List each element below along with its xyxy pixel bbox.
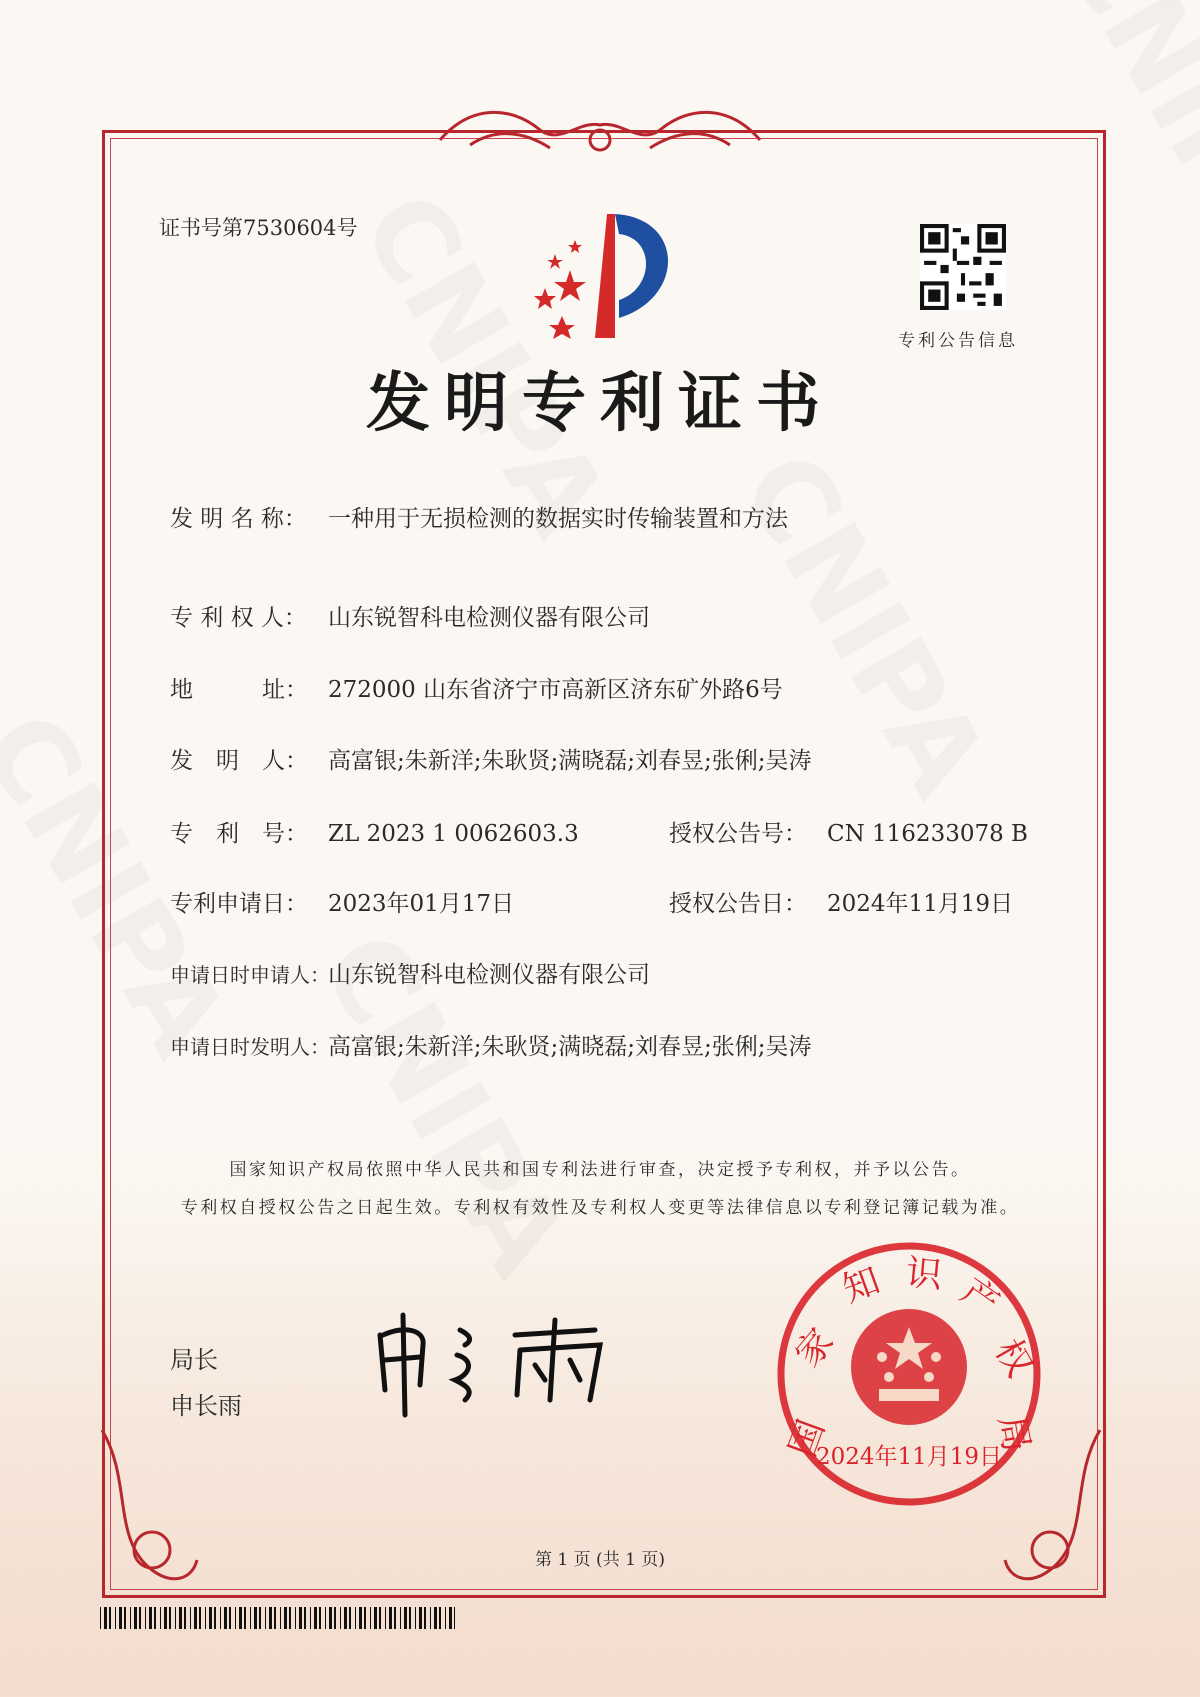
svg-text:产: 产 (953, 1270, 1007, 1325)
field-value: ZL 2023 1 0062603.3 (328, 821, 579, 847)
field-patent-number (170, 815, 579, 848)
barcode-bar (229, 1607, 231, 1629)
field-label: 授权公告号： (669, 821, 807, 847)
barcode-bar (179, 1607, 182, 1629)
barcode-bar (244, 1607, 246, 1629)
barcode-bar (404, 1607, 407, 1629)
barcode-bar (325, 1607, 326, 1629)
barcode-bar (359, 1607, 362, 1629)
notice-line: 国家知识产权局依照中华人民共和国专利法进行审查，决定授予专利权，并予以公告。 (229, 1160, 971, 1180)
field-inventors (170, 742, 812, 775)
field-label: 地 址： (170, 677, 308, 703)
barcode-bar (334, 1607, 336, 1629)
barcode-bar (370, 1607, 371, 1629)
barcode-bar (340, 1607, 341, 1629)
barcode-bar (175, 1607, 176, 1629)
field-value: 高富银;朱新洋;朱耿贤;满晓磊;刘春昱;张俐;吴涛 (328, 1034, 812, 1060)
barcode-bar (265, 1607, 266, 1629)
field-label: 发 明 人： (170, 748, 308, 774)
barcode-bar (289, 1607, 291, 1629)
barcode-bar (274, 1607, 276, 1629)
barcode-bar (149, 1607, 152, 1629)
barcode-bar (134, 1607, 137, 1629)
barcode-bar (224, 1607, 227, 1629)
field-filing-date (170, 885, 514, 918)
cnipa-logo-icon (515, 208, 695, 348)
field-value: 2023年01月17日 (328, 891, 515, 917)
field-label: 专 利 号： (170, 821, 308, 847)
barcode-bar (284, 1607, 287, 1629)
director-signature-icon (365, 1305, 625, 1420)
barcode-bar (430, 1607, 431, 1629)
field-invention-name (170, 500, 788, 533)
field-label: 申请日时发明人： (170, 1035, 330, 1059)
barcode-bar (104, 1607, 107, 1629)
field-patentee (170, 599, 650, 632)
director-name: 申长雨 (170, 1392, 242, 1420)
barcode-bar (250, 1607, 251, 1629)
barcode-bar (299, 1607, 302, 1629)
barcode-bar (130, 1607, 131, 1629)
barcode-bar (184, 1607, 186, 1629)
field-value: 一种用于无损检测的数据实时传输装置和方法 (328, 506, 788, 532)
barcode-bar (355, 1607, 356, 1629)
barcode-bar (349, 1607, 351, 1629)
barcode-bar (385, 1607, 386, 1629)
svg-text:国: 国 (782, 1414, 834, 1463)
field-label: 专 利 权 人： (170, 605, 307, 631)
svg-text:局: 局 (990, 1412, 1037, 1456)
barcode-bar (445, 1607, 446, 1629)
barcode-bar (220, 1607, 221, 1629)
top-ornament-icon (430, 100, 770, 160)
field-inventors-at-filing (170, 1028, 812, 1061)
qr-label: 专利公告信息 (898, 331, 1018, 351)
svg-text:家: 家 (787, 1321, 843, 1376)
barcode-bar (434, 1607, 437, 1629)
certificate-number: 证书号第7530604号 (159, 216, 358, 240)
barcode-bar (239, 1607, 242, 1629)
barcode-bar (415, 1607, 416, 1629)
svg-text:识: 识 (904, 1252, 944, 1297)
barcode-bar (145, 1607, 146, 1629)
barcode-bar (329, 1607, 332, 1629)
barcode-icon (100, 1607, 455, 1629)
barcode-bar (409, 1607, 411, 1629)
field-value: 272000 山东省济宁市高新区济东矿外路6号 (328, 677, 783, 703)
field-grant-publication-date (669, 885, 1013, 918)
page-title: 发明专利证书 (366, 367, 834, 441)
barcode-bar (214, 1607, 216, 1629)
barcode-bar (205, 1607, 206, 1629)
barcode-bar (100, 1607, 101, 1629)
field-applicant-at-filing (170, 956, 650, 989)
field-address (170, 671, 783, 704)
barcode-bar (394, 1607, 396, 1629)
barcode-bar (310, 1607, 311, 1629)
barcode-bar (235, 1607, 236, 1629)
barcode-bar (169, 1607, 171, 1629)
seal-date: 2024年11月19日 (815, 1444, 1003, 1470)
field-value: 高富银;朱新洋;朱耿贤;满晓磊;刘春昱;张俐;吴涛 (328, 748, 812, 774)
barcode-bar (319, 1607, 321, 1629)
field-label: 发 明 名 称： (170, 506, 307, 532)
field-label: 授权公告日： (669, 891, 807, 917)
barcode-bar (269, 1607, 272, 1629)
field-value: 山东锐智科电检测仪器有限公司 (328, 962, 650, 988)
svg-text:权: 权 (986, 1332, 1041, 1385)
field-value: 2024年11月19日 (827, 891, 1014, 917)
field-label: 专利申请日： (170, 891, 308, 917)
field-label: 申请日时申请人： (170, 963, 330, 987)
barcode-bar (424, 1607, 426, 1629)
barcode-bar (190, 1607, 191, 1629)
barcode-bar (374, 1607, 377, 1629)
barcode-bar (194, 1607, 197, 1629)
barcode-bar (115, 1607, 116, 1629)
barcode-bar (364, 1607, 366, 1629)
barcode-bar (449, 1607, 452, 1629)
field-value: CN 116233078 B (827, 821, 1028, 847)
field-grant-publication-number (669, 815, 1028, 848)
corner-ornament-icon (92, 1420, 202, 1600)
barcode-bar (160, 1607, 161, 1629)
svg-text:知: 知 (837, 1260, 886, 1312)
barcode-bar (344, 1607, 347, 1629)
barcode-bar (199, 1607, 201, 1629)
barcode-bar (379, 1607, 381, 1629)
barcode-bar (389, 1607, 392, 1629)
page-footer: 第 1 页 (共 1 页) (535, 1550, 665, 1570)
barcode-bar (259, 1607, 261, 1629)
barcode-bar (164, 1607, 167, 1629)
barcode-bar (254, 1607, 257, 1629)
barcode-bar (419, 1607, 422, 1629)
barcode-bar (400, 1607, 401, 1629)
barcode-bar (454, 1607, 455, 1629)
barcode-bar (314, 1607, 317, 1629)
field-value: 山东锐智科电检测仪器有限公司 (328, 605, 650, 631)
barcode-bar (209, 1607, 212, 1629)
barcode-bar (439, 1607, 441, 1629)
barcode-bar (109, 1607, 111, 1629)
barcode-bar (124, 1607, 126, 1629)
qr-code-icon[interactable] (920, 224, 1006, 310)
barcode-bar (154, 1607, 156, 1629)
barcode-bar (304, 1607, 306, 1629)
barcode-bar (280, 1607, 281, 1629)
barcode-bar (119, 1607, 122, 1629)
notice-line: 专利权自授权公告之日起生效。专利权有效性及专利权人变更等法律信息以专利登记簿记载为准。 (180, 1198, 1020, 1218)
barcode-bar (295, 1607, 296, 1629)
barcode-bar (139, 1607, 141, 1629)
director-title: 局长 (170, 1346, 218, 1374)
